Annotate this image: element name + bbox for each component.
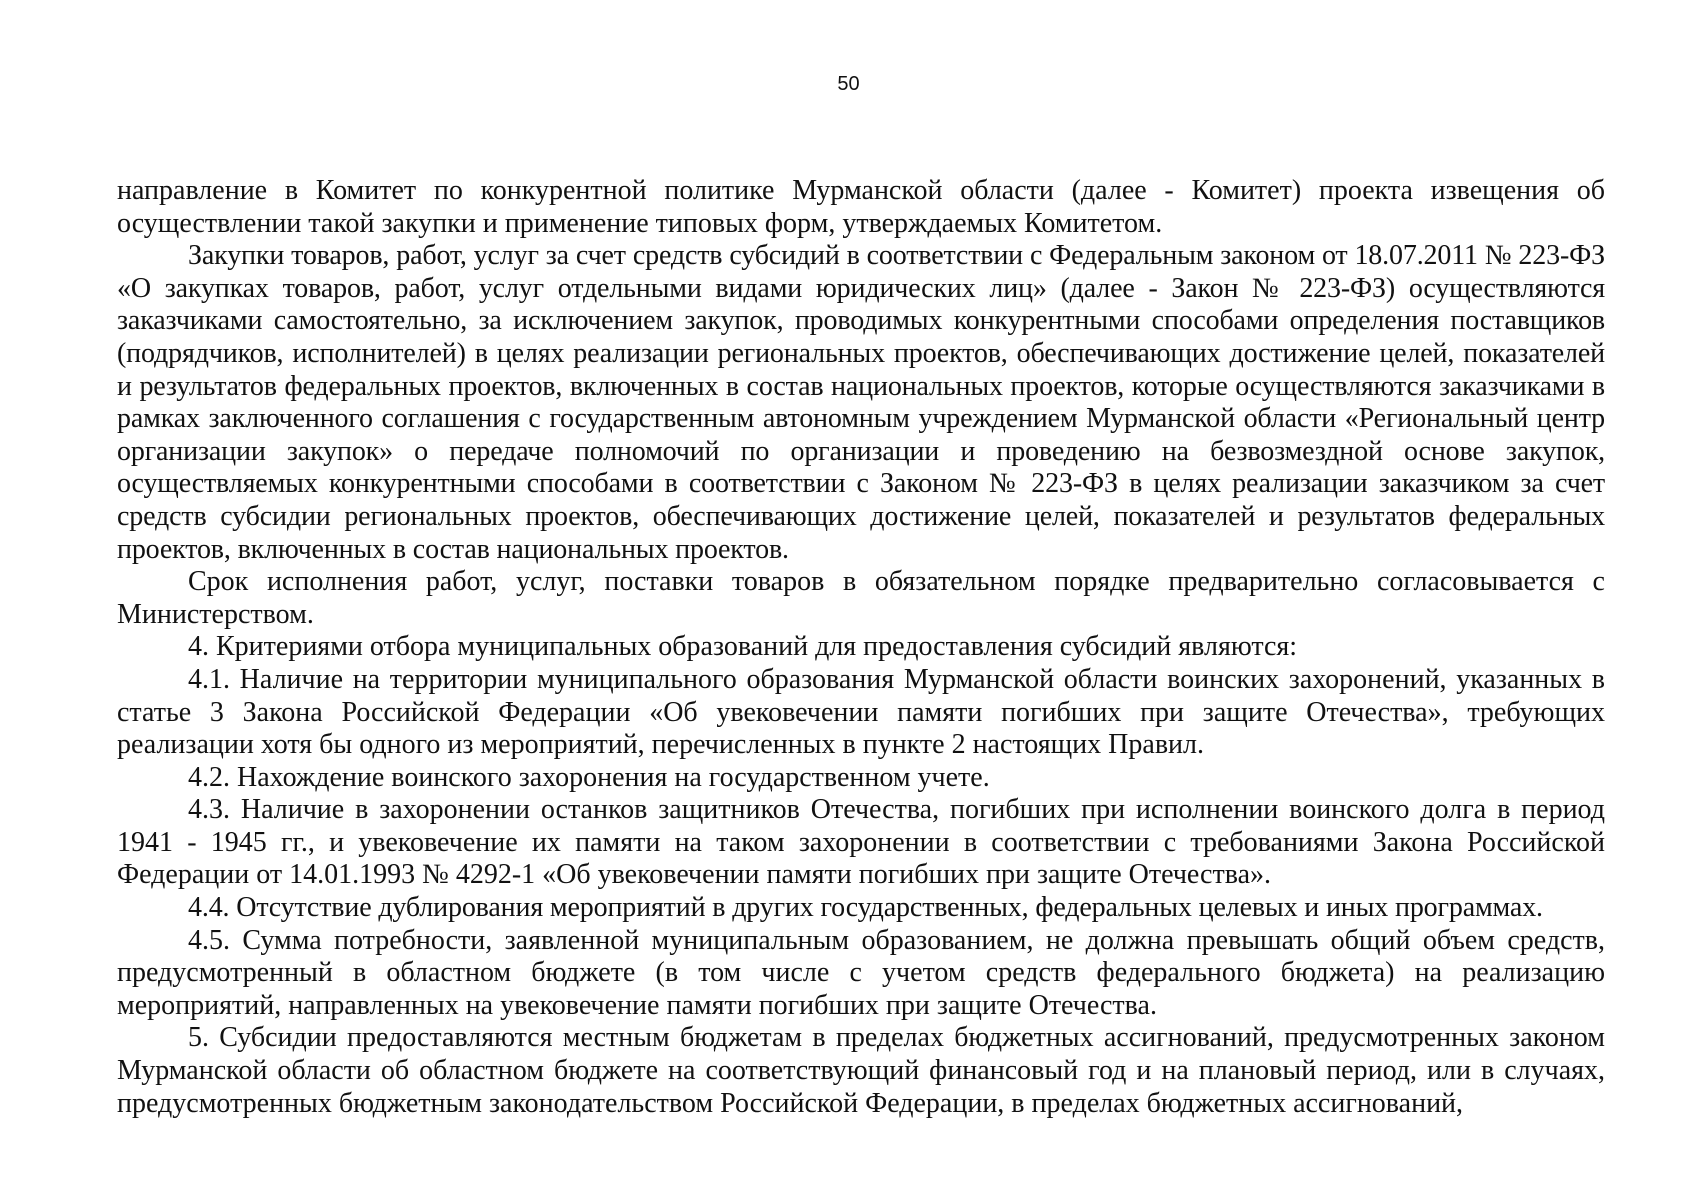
paragraph-criteria-heading: 4. Критериями отбора муниципальных образований для предоставления субсидий являются: [188,631,1298,663]
paragraph-continuation: направление в Комитет по конкурентной политике Мурманской области (далее - Комитет) проекта извещения об осуществлении такой закупки и применение типовых форм, утверждаемых Комитетом. [117,175,1605,239]
paragraph-deadline-agreement: Срок исполнения работ, услуг, поставки товаров в обязательном порядке предварительно согласовывается с Министерством. [117,566,1605,630]
paragraph-criterion-4-1: 4.1. Наличие на территории муниципального образования Мурманской области воинских захоронений, указанных в статье 3 Закона Российской Федерации «Об увековечении памяти погибших при защите Отечества», требующих реализации хотя бы одного из мероприятий, перечисленных в пункте 2 настоящих Правил. [117,663,1605,761]
paragraph-criterion-4-5: 4.5. Сумма потребности, заявленной муниципальным образованием, не должна превышать общий объем средств, предусмотренный в областном бюджете (в том числе с учетом средств федерального бюджета) на реализацию мероприятий, направленных на увековечение памяти погибших при защите Отечества. [117,924,1605,1021]
paragraph-procurement-223fz: Закупки товаров, работ, услуг за счет средств субсидий в соответствии с Федеральным законом от 18.07.2011 № 223-ФЗ «О закупках товаров, работ, услуг отдельными видами юридических лиц» (далее - Закон № 223-ФЗ) осуществляются заказчиками самостоятельно, за исключением закупок, проводимых конкурентными способами определения поставщиков (подрядчиков, исполнителей) в целях реализации региональных проектов, обеспечивающих достижение целей, показателей и результатов федеральных проектов, включенных в состав национальных проектов, которые осуществляются заказчиками в рамках заключенного соглашения с государственным автономным учреждением Мурманской области «Региональный центр организации закупок» о передаче полномочий по организации и проведению на безвозмездной основе закупок, осуществляемых конкурентными способами в соответствии с Законом № 223-ФЗ в целях реализации заказчиком за счет средств субсидии региональных проектов, обеспечивающих достижение целей, показателей и результатов федеральных проектов, включенных в состав национальных проектов. [117,240,1605,565]
paragraph-criterion-4-2: 4.2. Нахождение воинского захоронения на государственном учете. [188,761,990,793]
paragraph-section-5: 5. Субсидии предоставляются местным бюджетам в пределах бюджетных ассигнований, предусмотренных законом Мурманской области об областном бюджете на соответствующий финансовый год и на плановый период, или в случаях, предусмотренных бюджетным законодательством Российской Федерации, в пределах бюджетных ассигнований, [117,1022,1605,1119]
document-body [117,175,1605,1120]
paragraph-criterion-4-4: 4.4. Отсутствие дублирования мероприятий в других государственных, федеральных целевых и иных программах. [188,892,1543,924]
paragraph-criterion-4-3: 4.3. Наличие в захоронении останков защитников Отечества, погибших при исполнении воинского долга в период 1941 - 1945 гг., и увековечение их памяти на таком захоронении в соответствии с требованиями Закона Российской Федерации от 14.01.1993 № 4292-1 «Об увековечении памяти погибших при защите Отечества». [117,794,1605,891]
page-number: 50 [837,73,860,95]
